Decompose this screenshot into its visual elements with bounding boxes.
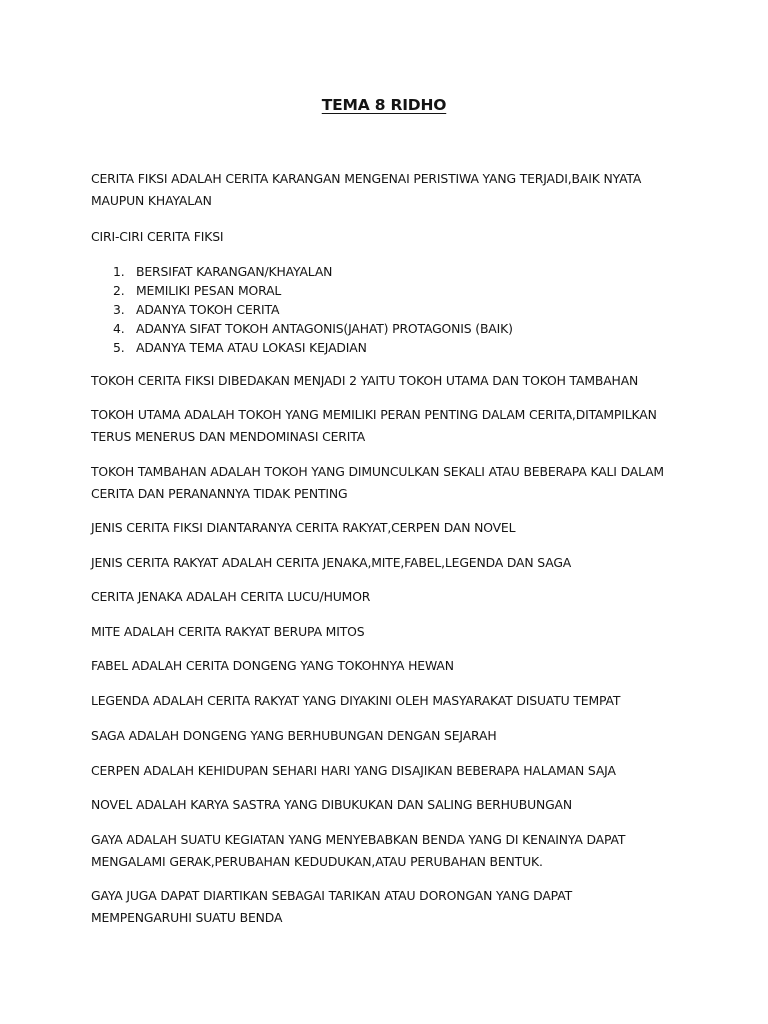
ciri-list	[91, 262, 513, 357]
paragraph	[91, 404, 691, 448]
paragraph	[91, 517, 691, 539]
paragraph-line: LEGENDA ADALAH CERITA RAKYAT YANG DIYAKINI OLEH MASYARAKAT DISUATU TEMPAT	[91, 693, 621, 708]
paragraph	[91, 725, 691, 747]
paragraph-line: MEMPENGARUHI SUATU BENDA	[91, 910, 283, 925]
paragraph-line: GAYA ADALAH SUATU KEGIATAN YANG MENYEBABKAN BENDA YANG DI KENAINYA DAPAT	[91, 832, 626, 847]
paragraph-line: TERUS MENERUS DAN MENDOMINASI CERITA	[91, 429, 366, 444]
list-item-text: ADANYA TOKOH CERITA	[136, 302, 280, 317]
list-item-text: MEMILIKI PESAN MORAL	[136, 283, 282, 298]
paragraph	[91, 461, 691, 505]
paragraph	[91, 552, 691, 574]
paragraph-line: CERITA JENAKA ADALAH CERITA LUCU/HUMOR	[91, 589, 371, 604]
paragraph	[91, 655, 691, 677]
list-item-number: 3.	[113, 302, 125, 317]
list-item	[91, 262, 513, 281]
paragraph-line: CERPEN ADALAH KEHIDUPAN SEHARI HARI YANG DISAJIKAN BEBERAPA HALAMAN SAJA	[91, 763, 616, 778]
list-item-number: 4.	[113, 321, 125, 336]
paragraph	[91, 370, 691, 392]
paragraph	[91, 794, 691, 816]
paragraph-line: TOKOH UTAMA ADALAH TOKOH YANG MEMILIKI PERAN PENTING DALAM CERITA,DITAMPILKAN	[91, 407, 657, 422]
paragraph-line: NOVEL ADALAH KARYA SASTRA YANG DIBUKUKAN DAN SALING BERHUBUNGAN	[91, 797, 573, 812]
list-item	[91, 338, 513, 357]
list-item-text: ADANYA TEMA ATAU LOKASI KEJADIAN	[136, 340, 367, 355]
paragraph-line: JENIS CERITA RAKYAT ADALAH CERITA JENAKA,MITE,FABEL,LEGENDA DAN SAGA	[91, 555, 572, 570]
ciri-heading	[91, 226, 691, 248]
paragraph	[91, 760, 691, 782]
list-item-text: BERSIFAT KARANGAN/KHAYALAN	[136, 264, 333, 279]
list-item	[91, 319, 513, 338]
paragraph	[91, 690, 691, 712]
paragraph-line: FABEL ADALAH CERITA DONGENG YANG TOKOHNYA HEWAN	[91, 658, 454, 673]
list-item	[91, 300, 513, 319]
paragraph-line: SAGA ADALAH DONGENG YANG BERHUBUNGAN DENGAN SEJARAH	[91, 728, 497, 743]
paragraph-line: TOKOH TAMBAHAN ADALAH TOKOH YANG DIMUNCULKAN SEKALI ATAU BEBERAPA KALI DALAM	[91, 464, 664, 479]
list-item-number: 1.	[113, 264, 125, 279]
paragraph-line: GAYA JUGA DAPAT DIARTIKAN SEBAGAI TARIKAN ATAU DORONGAN YANG DAPAT	[91, 888, 572, 903]
paragraph-line: MENGALAMI GERAK,PERUBAHAN KEDUDUKAN,ATAU PERUBAHAN BENTUK.	[91, 854, 543, 869]
list-item-text: ADANYA SIFAT TOKOH ANTAGONIS(JAHAT) PROTAGONIS (BAIK)	[136, 321, 513, 336]
paragraph	[91, 885, 691, 929]
document-title: TEMA 8 RIDHO	[321, 96, 447, 114]
paragraph-line: JENIS CERITA FIKSI DIANTARANYA CERITA RAKYAT,CERPEN DAN NOVEL	[91, 520, 516, 535]
paragraph-line: TOKOH CERITA FIKSI DIBEDAKAN MENJADI 2 YAITU TOKOH UTAMA DAN TOKOH TAMBAHAN	[91, 373, 639, 388]
paragraph	[91, 621, 691, 643]
paragraph-line: MITE ADALAH CERITA RAKYAT BERUPA MITOS	[91, 624, 365, 639]
list-item-number: 5.	[113, 340, 125, 355]
paragraph-line: MAUPUN KHAYALAN	[91, 193, 212, 208]
list-item-number: 2.	[113, 283, 125, 298]
paragraph	[91, 586, 691, 608]
paragraph-line: CERITA DAN PERANANNYA TIDAK PENTING	[91, 486, 348, 501]
paragraph-line: CERITA FIKSI ADALAH CERITA KARANGAN MENGENAI PERISTIWA YANG TERJADI,BAIK NYATA	[91, 171, 642, 186]
heading-text: CIRI-CIRI CERITA FIKSI	[91, 229, 224, 244]
paragraph	[91, 829, 691, 873]
intro-paragraph	[91, 168, 691, 212]
list-item	[91, 281, 513, 300]
